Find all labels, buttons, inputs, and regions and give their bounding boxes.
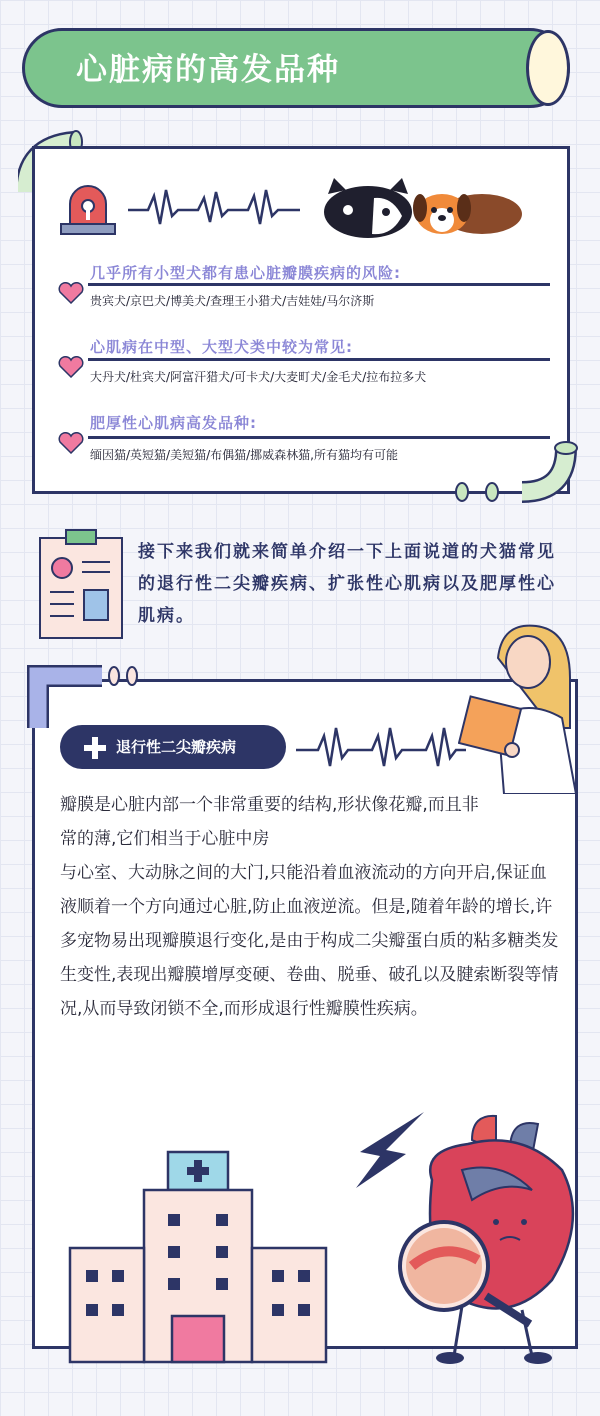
section-divider (88, 358, 550, 361)
cat-illustration-icon (322, 178, 414, 240)
disease-description (60, 788, 560, 1026)
disease-description-rest: 与心室、大动脉之间的大门,只能沿着血液流动的方向开启,保证血液顺着一个方向通过心脏,防止血液逆流。但是,随着年龄的增长,许多宠物易出现瓣膜退行变化,是由于构成二尖瓣蛋白质的粘多糖类发生变性,表现出瓣膜增厚变硬、卷曲、脱垂、破孔以及腱索断裂等情况,从而导致闭锁不全,而形成退行性瓣膜性疾病。 (60, 863, 559, 1019)
tube-decoration-icon (448, 440, 588, 510)
heart-icon (58, 356, 84, 378)
pipe-decoration-icon (24, 662, 144, 730)
disease-badge-label: 退行性二尖瓣疾病 (116, 738, 237, 756)
section-title-medium-large-dogs: 心肌病在中型、大型犬类中较为常见: (90, 338, 354, 356)
doctor-illustration-icon (458, 618, 588, 794)
breed-list-cats: 缅因猫/英短猫/美短猫/布偶猫/挪威森林猫,所有猫均有可能 (90, 448, 398, 462)
sick-heart-illustration-icon (392, 1110, 592, 1370)
section-title-cats: 肥厚性心肌病高发品种: (90, 414, 257, 432)
heart-icon (58, 432, 84, 454)
section-divider (88, 283, 550, 286)
plus-icon (82, 735, 108, 761)
heartbeat-line-icon (296, 722, 466, 772)
hospital-building-icon (68, 1148, 328, 1364)
page-title: 心脏病的高发品种 (76, 52, 340, 88)
intro-paragraph: 接下来我们就来简单介绍一下上面说道的犬猫常见的退行性二尖瓣疾病、扩张性心肌病以及肥厚性心肌病。 (138, 542, 556, 626)
alarm-icon (58, 180, 118, 238)
breed-list-small-dogs: 贵宾犬/京巴犬/博美犬/查理王小猎犬/吉娃娃/马尔济斯 (90, 294, 375, 308)
section-divider (88, 436, 550, 439)
breed-list-medium-large-dogs: 大丹犬/杜宾犬/阿富汗猎犬/可卡犬/大麦町犬/金毛犬/拉布拉多犬 (90, 370, 427, 384)
title-banner-cap (526, 30, 570, 106)
clipboard-icon (38, 528, 124, 640)
section-title-small-dogs: 几乎所有小型犬都有患心脏瓣膜疾病的风险: (90, 264, 402, 282)
disease-description-line1: 瓣膜是心脏内部一个非常重要的结构,形状像花瓣,而且非常的薄,它们相当于心脏中房 (60, 795, 479, 849)
heart-icon (58, 282, 84, 304)
heartbeat-line-icon (128, 186, 300, 230)
dog-illustration-icon (412, 186, 524, 236)
